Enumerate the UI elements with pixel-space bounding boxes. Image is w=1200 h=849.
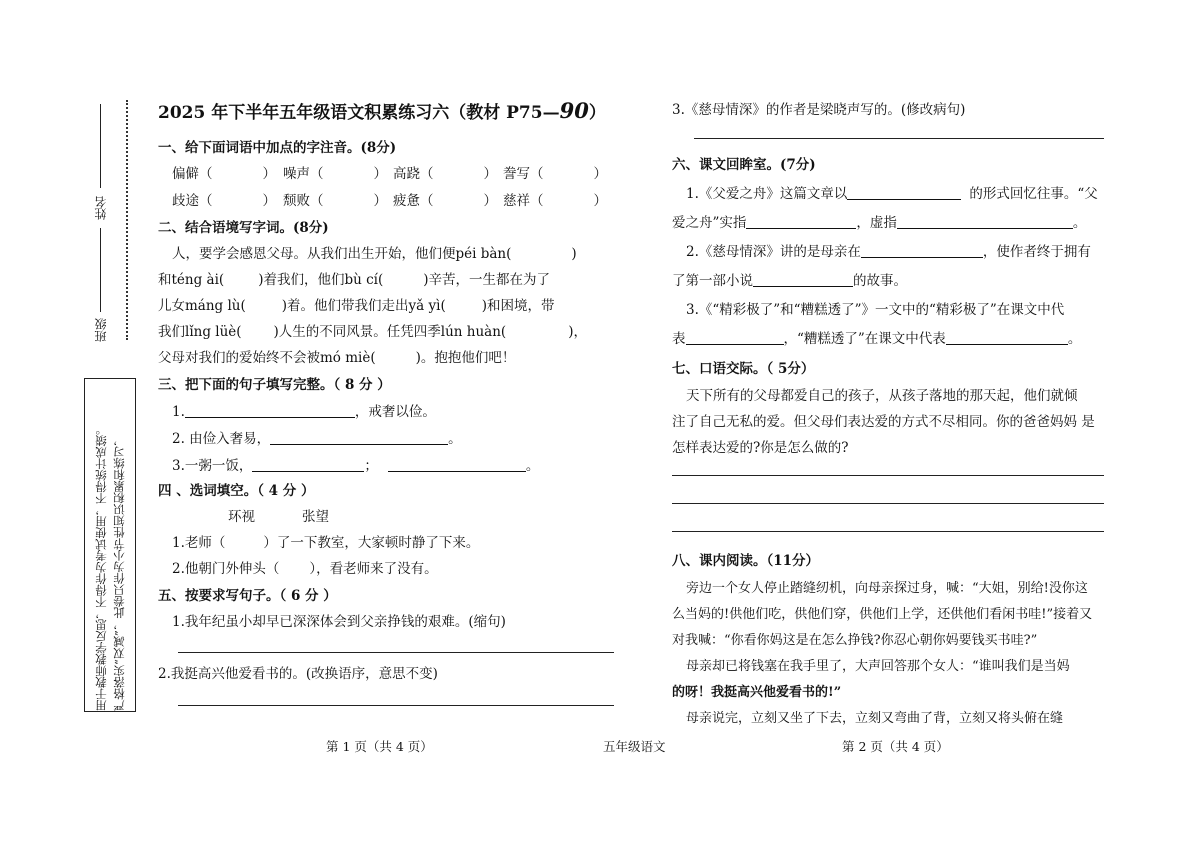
name-line[interactable] xyxy=(100,104,101,188)
s7-text-1: 天下所有的父母都爱自己的孩子，从孩子落地的那天起，他们就倾 xyxy=(686,388,1078,404)
s2-line-1[interactable]: 人，要学会感恩父母。从我们出生开始，他们便péi bàn( ) xyxy=(172,246,577,262)
class-label: 班级 xyxy=(94,318,108,342)
s3-q3-blank-1[interactable] xyxy=(252,457,364,472)
s6-blank-3[interactable] xyxy=(897,214,1073,229)
s1-word-7[interactable]: 疲惫（ ） xyxy=(393,193,497,209)
s1-word-2[interactable]: 噪声（ ） xyxy=(283,166,387,182)
s2-line-2[interactable]: 和téng ài( )着我们，他们bù cí( )辛苦，一生都在为了 xyxy=(158,272,551,288)
s8-para-line-1: 旁边一个女人停止踏缝纫机，向母亲探过身，喊：“大姐，别给!没你这 xyxy=(686,581,1088,596)
s5-q3: 3.《慈母情深》的作者是梁晓声写的。(修改病句) xyxy=(672,102,966,118)
notice-line-2: 用于教师教学反思，不得作为考试使用，不得统计成绩。 xyxy=(94,423,108,711)
s4-word-1: 环视 xyxy=(228,509,255,525)
section-5-heading: 五、按要求写句子。（ 6 分 ） xyxy=(158,588,337,604)
s5-q1-answer-line[interactable] xyxy=(178,652,614,653)
s8-para-line-5: 的呀！我挺高兴他爱看书的!” xyxy=(672,685,842,700)
s3-q3: 3.一粥一饭， ； 。 xyxy=(172,458,540,474)
s2-line-5[interactable]: 父母对我们的爱始终不会被mó miè( )。抱抱他们吧！ xyxy=(158,350,516,366)
s3-q2-blank[interactable] xyxy=(270,430,448,445)
s6-blank-6[interactable] xyxy=(686,330,784,345)
s5-q2-answer-line[interactable] xyxy=(178,705,614,706)
s3-q1-blank[interactable] xyxy=(185,403,355,418)
s2-line-4[interactable]: 我们lǐng lüè( )人生的不同风景。任凭四季lún huàn( )， xyxy=(158,324,587,340)
s6-l1: 1.《父爱之舟》这篇文章以 的形式回忆往事。“父 xyxy=(686,186,1098,202)
s1-word-4[interactable]: 誊写（ ） xyxy=(503,166,607,182)
s2-line-3[interactable]: 儿女máng lù( )着。他们带我们走出yǎ yì( )和困境，带 xyxy=(158,298,555,314)
cut-line xyxy=(126,100,128,340)
s6-blank-1[interactable] xyxy=(847,185,961,200)
s1-word-8[interactable]: 慈祥（ ） xyxy=(503,193,607,209)
s6-l3: 2.《慈母情深》讲的是母亲在 ，使作者终于拥有 xyxy=(686,244,1091,260)
s5-q1: 1.我年纪虽小却早已深深体会到父亲挣钱的艰难。(缩句) xyxy=(172,614,506,630)
s4-q2[interactable]: 2.他朝门外伸头（ ），看老师来了没有。 xyxy=(172,561,438,577)
s8-para-line-6: 母亲说完，立刻又坐了下去，立刻又弯曲了背，立刻又将头俯在缝 xyxy=(686,711,1064,726)
s6-l5: 3.《“精彩极了”和“糟糕透了”》一文中的“精彩极了”在课文中代 xyxy=(686,302,1065,318)
s1-word-5[interactable]: 歧途（ ） xyxy=(172,193,276,209)
s7-text-3: 怎样表达爱的?你是怎么做的? xyxy=(672,440,849,456)
section-8-heading: 八、课内阅读。（11分） xyxy=(672,553,820,569)
s8-para-line-2: 么当妈的!供他们吃，供他们穿，供他们上学，还供他们看闲书哇!”接着又 xyxy=(672,607,1093,622)
section-3-heading: 三、把下面的句子填写完整。（ 8 分 ） xyxy=(158,377,391,393)
s4-word-2: 张望 xyxy=(302,509,329,525)
section-2-heading: 二、结合语境写字词。(8分) xyxy=(158,220,329,236)
footer-subject: 五年级语文 xyxy=(603,739,666,754)
notice-box xyxy=(84,378,136,712)
notice-line-1: 严格落实“双减”，此卷只作为小节性知识积累和练习， xyxy=(112,434,126,711)
title-main: 2025 年下半年五年级语文积累练习六（教材 P75— xyxy=(158,103,560,123)
section-1-heading: 一、给下面词语中加点的字注音。(8分) xyxy=(158,140,397,156)
s6-l4: 了第一部小说 的故事。 xyxy=(672,273,907,289)
s7-answer-line-1[interactable] xyxy=(672,475,1104,476)
section-6-heading: 六、课文回眸室。(7分) xyxy=(672,157,816,173)
s6-blank-2[interactable] xyxy=(746,214,856,229)
section-7-heading: 七、口语交际。（ 5分） xyxy=(672,361,815,377)
s7-answer-line-3[interactable] xyxy=(672,531,1104,532)
s7-answer-line-2[interactable] xyxy=(672,503,1104,504)
s7-text-2: 注了自己无私的爱。但父母们表达爱的方式不尽相同。你的爸爸妈妈 是 xyxy=(672,414,1095,430)
s8-para-line-4: 母亲却已将钱塞在我手里了，大声回答那个女人：“谁叫我们是当妈 xyxy=(686,659,1070,674)
s6-l2: 爱之舟”实指 ，虚指 。 xyxy=(672,215,1087,231)
title-close: ） xyxy=(588,103,606,123)
s6-l6: 表 ，“糟糕透了”在课文中代表 。 xyxy=(672,331,1082,347)
s1-word-6[interactable]: 颓败（ ） xyxy=(283,193,387,209)
s3-q2: 2. 由俭入奢易， 。 xyxy=(172,431,462,447)
s6-blank-7[interactable] xyxy=(946,330,1068,345)
class-line[interactable] xyxy=(100,240,101,310)
s3-q3-blank-2[interactable] xyxy=(388,457,526,472)
page-title xyxy=(158,98,606,123)
section-4-heading: 四 、选词填空。（ 4 分 ） xyxy=(158,483,315,499)
s5-q2: 2.我挺高兴他爱看书的。(改换语序，意思不变) xyxy=(158,666,438,682)
s1-word-3[interactable]: 高跷（ ） xyxy=(393,166,497,182)
name-label: 姓名 xyxy=(94,196,108,220)
s6-blank-5[interactable] xyxy=(753,272,853,287)
s3-q1: 1. ，戒奢以俭。 xyxy=(172,404,436,420)
s5-q3-answer-line[interactable] xyxy=(694,138,1104,139)
s6-blank-4[interactable] xyxy=(861,243,983,258)
s8-para-line-3: 对我喊：“你看你妈这是在怎么挣钱?你忍心朝你妈要钱买书哇?” xyxy=(672,633,1038,648)
footer-page-right: 第 2 页（共 4 页） xyxy=(842,739,949,754)
s1-word-1[interactable]: 偏僻（ ） xyxy=(172,166,276,182)
footer-page-left: 第 1 页（共 4 页） xyxy=(326,739,433,754)
title-page-end: 90 xyxy=(559,98,589,123)
s4-q1[interactable]: 1.老师（ ）了一下教室，大家顿时静了下来。 xyxy=(172,535,480,551)
